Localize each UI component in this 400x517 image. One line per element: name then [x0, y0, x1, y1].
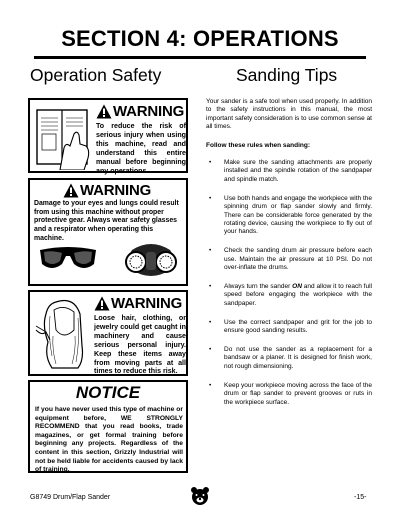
- bullet-icon: •: [209, 159, 212, 167]
- sanding-rule-item: [206, 247, 372, 272]
- bullet-icon: •: [209, 283, 212, 290]
- warning-label: WARNING: [80, 182, 152, 199]
- warning-triangle-icon: [96, 104, 112, 119]
- rule-text: Always turn the sander: [224, 283, 293, 290]
- long-hair-person-icon: [34, 296, 92, 372]
- warning-text: Damage to your eyes and lungs could result from using this machine without proper protective gear. Always wear safety glasses and a respirator when operating this machine.: [34, 200, 179, 242]
- notice-text: If you have never used this type of machine or equipment before, WE STRONGLY RECOMMEND that you read books, trade magazines, or get formal training before beginning any projects. Regardless of the content in this section, Grizzly Industrial will not be held liable for accidents caused by lack of training.: [35, 406, 183, 474]
- section-title: SECTION 4: OPERATIONS: [61, 26, 339, 51]
- bullet-icon: •: [209, 247, 212, 255]
- rule-emphasis: ON: [292, 283, 302, 290]
- grizzly-bear-logo-icon: [190, 486, 210, 506]
- warning-header: [96, 103, 184, 120]
- sanding-rule-item: [206, 195, 372, 237]
- warning-label: WARNING: [113, 103, 185, 120]
- rules-lead-in: Follow these rules when sanding:: [206, 141, 311, 149]
- page-number: -15-: [354, 494, 367, 501]
- sanding-rule-item: [206, 283, 372, 308]
- footer-model: G8749 Drum/Flap Sander: [30, 494, 111, 501]
- warning-triangle-icon: [63, 183, 79, 198]
- rule-text: Use both hands and engage the workpiece with the spinning drum or flap sander slowly and firmly. There can be considerable force generated by the rotating device, causing the workpiece to fly out of your hands.: [224, 194, 372, 236]
- sanding-rule-item: [206, 319, 372, 336]
- warning-header: [63, 182, 151, 199]
- sanding-intro: Your sander is a safe tool when used properly. In addition to the safety instructions in this manual, the most important safety consideration is to use common sense at all times.: [206, 98, 372, 131]
- sanding-rule-item: [206, 346, 372, 371]
- rule-text: Check the sanding drum air pressure before each use. Maintain the air pressure at 10 PSI. Do not over-inflate the drums.: [224, 247, 372, 272]
- warning-text: Loose hair, clothing, or jewelry could get caught in machinery and cause serious personal injury. Keep these items away from moving parts at all times to reduce this risk.: [94, 314, 186, 376]
- warning-box-loose-clothing: [28, 290, 188, 376]
- safety-glasses-icon: [38, 242, 98, 274]
- sanding-rule-item: [206, 382, 372, 407]
- manual-book-icon: [34, 104, 92, 170]
- warning-box-protective-gear: [28, 178, 188, 286]
- notice-label: NOTICE: [75, 383, 141, 402]
- sanding-tips-heading: Sanding Tips: [236, 65, 338, 85]
- sanding-rules-list: [206, 159, 372, 407]
- bullet-icon: •: [209, 381, 212, 389]
- notice-box: [28, 380, 188, 473]
- rule-text: and allow it to reach full speed before engaging the workpiece with the sandpaper.: [224, 283, 372, 307]
- warning-header: [94, 295, 182, 312]
- sanding-tips-column: [206, 98, 372, 417]
- bullet-icon: •: [209, 346, 212, 354]
- sanding-rule-item: [206, 159, 372, 184]
- rule-text: Do not use the sander as a replacement for a bandsaw or a planer. It is designed for finish work, not rough dimensioning.: [224, 346, 372, 370]
- warning-triangle-icon: [94, 296, 110, 311]
- operation-safety-heading: Operation Safety: [30, 65, 162, 85]
- warning-text: To reduce the risk of serious injury when using this machine, read and understand this entire manual before beginning any operations.: [96, 122, 186, 175]
- rule-text: Make sure the sanding attachments are properly installed and the spindle rotation of the sandpaper and spindle match.: [224, 159, 372, 183]
- title-rule: [34, 56, 366, 59]
- rule-text: Keep your workpiece moving across the face of the drum or flap sander to prevent grooves or ruts in the workpiece surface.: [224, 381, 372, 406]
- warning-box-manual: [28, 98, 188, 173]
- bullet-icon: •: [209, 318, 212, 326]
- respirator-icon: [122, 240, 180, 278]
- rule-text: Use the correct sandpaper and grit for the job to ensure good sanding results.: [224, 318, 372, 335]
- bullet-icon: •: [209, 194, 212, 202]
- warning-label: WARNING: [111, 295, 183, 312]
